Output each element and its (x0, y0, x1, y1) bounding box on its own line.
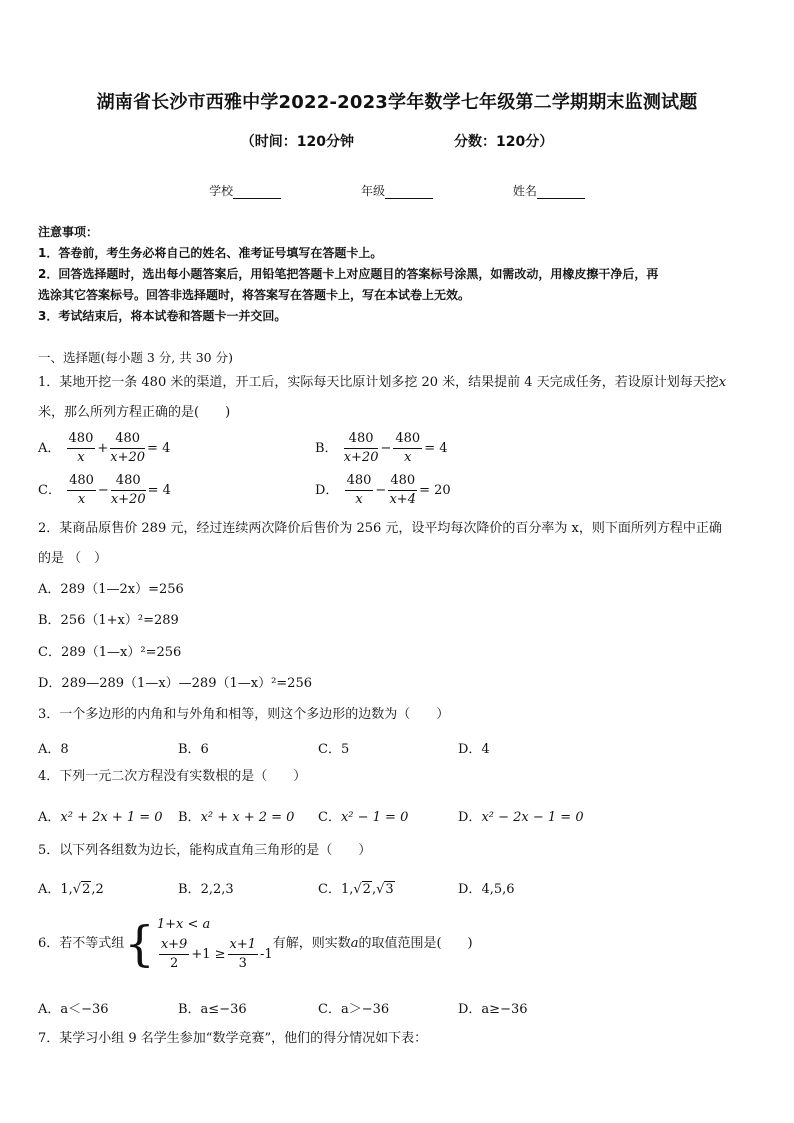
option-label: B． (315, 441, 338, 456)
q2-option-d[interactable]: D．289—289（1—x）—289（1—x）²=256 (38, 676, 312, 691)
notes-heading: 注意事项： (38, 225, 99, 239)
q1-line2: 米，那么所列方程正确的是( ) (38, 405, 231, 420)
q4-options (38, 806, 638, 825)
q1-option-b[interactable]: B． $\frac{480}{x+20}$ − $\frac{480}{x}$ = 4 (315, 431, 448, 465)
fraction: $\frac{480}{x+20}$ (110, 431, 146, 465)
q4-option-a[interactable]: A．x² + 2x + 1 = 0 (38, 810, 163, 825)
q4-option-c[interactable]: C．x² − 1 = 0 (318, 810, 409, 825)
question-3: 3．一个多边形的内角和与外角和相等，则这个多边形的边数为（ ） (38, 707, 450, 722)
question-7: 7．某学习小组 9 名学生参加“数学竞赛”，他们的得分情况如下表： (38, 1031, 428, 1046)
q5-options (38, 878, 598, 897)
q6-options (38, 998, 598, 1017)
q1-line1: 1．某地开挖一条 480 米的渠道，开工后，实际每天比原计划多挖 20 米，结果提前 4 天完成任务，若设原计划每天挖 (38, 375, 719, 390)
option-label: C． (38, 483, 61, 498)
option-label: A． (38, 441, 61, 456)
q2-option-c[interactable]: C．289（1—x）²=256 (38, 645, 182, 660)
q3-option-c[interactable]: C．5 (318, 742, 350, 757)
fraction: $\frac{480}{x}$ (68, 431, 94, 465)
note-item: 选涂其它答案标号。回答非选择题时，将答案写在答题卡上，写在本试卷上无效。 (38, 288, 471, 302)
q1-option-a[interactable]: A． $\frac{480}{x}$ + $\frac{480}{x+20}$ = 4 (38, 431, 171, 465)
question-6: 6．若不等式组{ 1+x < a $\frac{x+9}{2}$ +1 ≥ $\frac{x+1}{3}$ -1 有解，则实数a的取值范围是( ) (38, 915, 473, 972)
note-item: 3．考试结束后，将本试卷和答题卡一并交回。 (38, 309, 287, 323)
student-info-line (0, 182, 794, 199)
q2-line2: 的是 （ ） (38, 551, 108, 566)
note-item: 1．答卷前，考生务必将自己的姓名、准考证号填写在答题卡上。 (38, 246, 383, 260)
fraction: $\frac{480}{x+20}$ (343, 431, 379, 465)
q6-suffix: 有解，则实数 (272, 936, 351, 951)
question-5: 5．以下列各组数为边长，能构成直角三角形的是（ ） (38, 843, 372, 858)
inequality-1: 1+x < a (156, 917, 211, 932)
q2-option-a[interactable]: A．289（1—2x）=256 (38, 582, 184, 597)
fraction: $\frac{480}{x+4}$ (389, 473, 416, 507)
q6-prefix: 6．若不等式组 (38, 936, 125, 951)
q3-option-a[interactable]: A．8 (38, 742, 69, 757)
q2-option-b[interactable]: B．256（1+x）²=289 (38, 613, 179, 628)
q1-option-d[interactable]: D． $\frac{480}{x}$ − $\frac{480}{x+4}$ = 20 (315, 473, 451, 507)
name-blank[interactable] (537, 186, 585, 199)
fraction: $\frac{480}{x}$ (395, 431, 421, 465)
notes-block (38, 222, 760, 327)
exam-subtitle (0, 131, 794, 151)
q3-options (38, 738, 598, 757)
name-label: 姓名 (512, 184, 537, 198)
question-4: 4．下列一元二次方程没有实数根的是（ ） (38, 769, 307, 784)
note-item: 2．回答选择题时，选出每小题答案后，用铅笔把答题卡上对应题目的答案标号涂黑，如需改动，用橡皮擦干净后，再 (38, 267, 659, 281)
inequality-2: $\frac{x+9}{2}$ +1 ≥ $\frac{x+1}{3}$ -1 (160, 937, 273, 971)
time-info: （时间：120分钟 (240, 134, 354, 150)
q3-option-b[interactable]: B．6 (178, 742, 209, 757)
option-label: D． (315, 483, 339, 498)
grade-blank[interactable] (385, 186, 433, 199)
q6-option-c[interactable]: C．a＞−36 (318, 1002, 390, 1017)
exam-title: 湖南省长沙市西雅中学2022-2023学年数学七年级第二学期期末监测试题 (96, 92, 698, 113)
q6-option-d[interactable]: D．a≥−36 (458, 1002, 528, 1017)
q1-var-x: x (718, 375, 727, 390)
brace-icon: { (124, 915, 155, 972)
fraction: $\frac{480}{x}$ (346, 473, 372, 507)
q5-option-a[interactable]: A．1,√2,2 (38, 882, 104, 897)
fraction: $\frac{480}{x+20}$ (110, 473, 146, 507)
question-2: 2．某商品原售价 289 元，经过连续两次降价后售价为 256 元，设平均每次降价的百分率为 x，则下面所列方程中正确 (38, 521, 722, 536)
q4-option-d[interactable]: D．x² − 2x − 1 = 0 (458, 810, 584, 825)
grade-label: 年级 (360, 184, 385, 198)
q5-option-c[interactable]: C．1,√2,√3 (318, 882, 394, 897)
question-1 (38, 370, 760, 396)
q3-option-d[interactable]: D．4 (458, 742, 490, 757)
q6-option-a[interactable]: A．a＜−36 (38, 1002, 109, 1017)
inequality-system (157, 914, 273, 973)
q4-option-b[interactable]: B．x² + x + 2 = 0 (178, 810, 295, 825)
fraction: $\frac{480}{x}$ (69, 473, 94, 507)
school-blank[interactable] (233, 186, 281, 199)
school-label: 学校 (209, 184, 234, 198)
q5-option-d[interactable]: D．4,5,6 (458, 882, 515, 897)
section-heading: 一、选择题(每小题 3 分, 共 30 分) (38, 350, 233, 365)
q5-option-b[interactable]: B．2,2,3 (178, 882, 234, 897)
q1-option-c[interactable]: C． $\frac{480}{x}$ − $\frac{480}{x+20}$ = 4 (38, 473, 171, 507)
score-info: 分数：120分） (454, 134, 554, 150)
q6-option-b[interactable]: B．a≤−36 (178, 1002, 247, 1017)
